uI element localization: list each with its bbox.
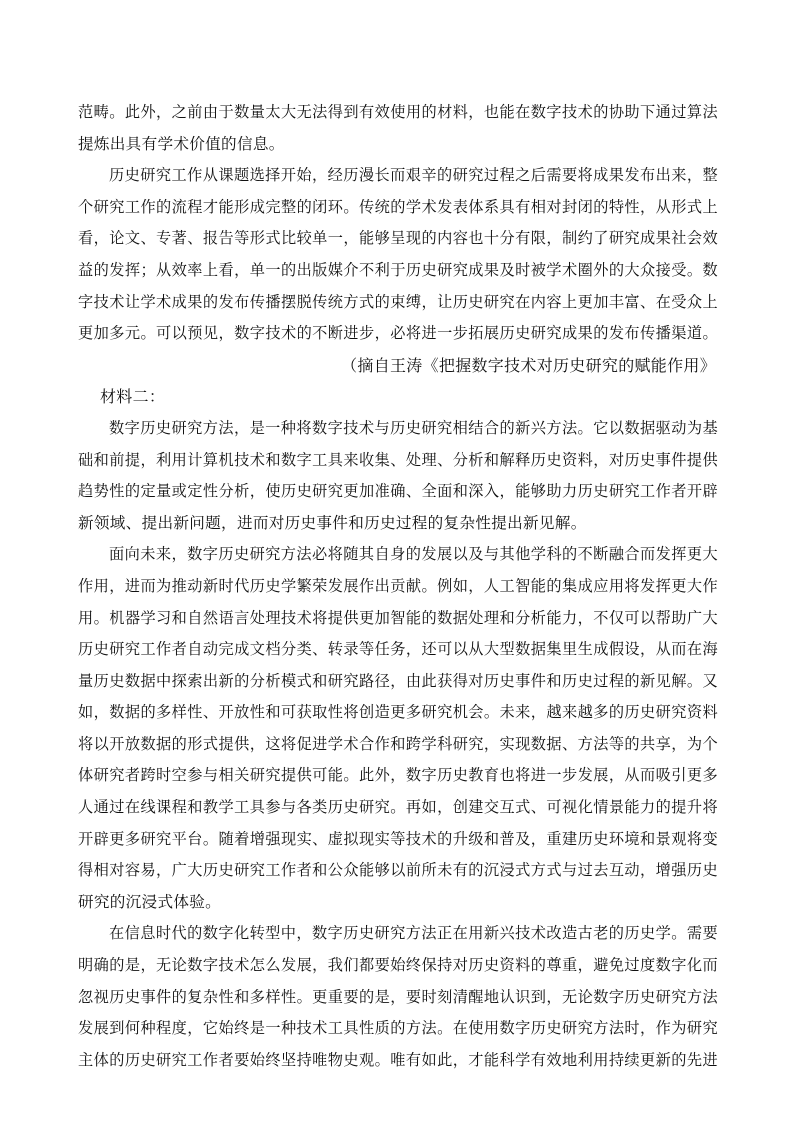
text-line: 个研究工作的流程才能形成完整的闭环。传统的学术发表体系具有相对封闭的特性，从形式上	[78, 197, 718, 216]
document-page	[78, 97, 718, 1076]
text-line: 历史研究工作者自动完成文档分类、转录等任务，还可以从大型数据集里生成假设，从而在海	[78, 640, 718, 659]
text-line: 如，数据的多样性、开放性和可获取性将创造更多研究机会。未来，越来越多的历史研究资料	[78, 703, 718, 722]
text-line: 量历史数据中探索出新的分析模式和研究路径，由此获得对历史事件和历史过程的新见解。又	[78, 671, 718, 690]
paragraph-5	[78, 918, 718, 1076]
text-line: 人通过在线课程和教学工具参与各类历史研究。再如，创建交互式、可视化情景能力的提升将	[78, 798, 718, 817]
text-line: 用。机器学习和自然语言处理技术将提供更加智能的数据处理和分析能力，不仅可以帮助广大	[78, 608, 718, 627]
text-line: 开辟更多研究平台。随着增强现实、虚拟现实等技术的升级和普及，重建历史环境和景观将变	[78, 829, 718, 848]
text-line: 范畴。此外，之前由于数量太大无法得到有效使用的材料，也能在数字技术的协助下通过算法	[78, 103, 718, 121]
text-line: 作用，进而为推动新时代历史学繁荣发展作出贡献。例如，人工智能的集成应用将发挥更大作	[78, 576, 718, 595]
text-line: 研究的沉浸式体验。	[78, 892, 222, 911]
paragraph-1-continued	[78, 97, 718, 160]
text-line: 发展到何种程度，它始终是一种技术工具性质的方法。在使用数字历史研究方法时，作为研究	[78, 1019, 718, 1038]
paragraph-4	[78, 539, 718, 918]
text-line: 体研究者跨时空参与相关研究提供可能。此外，数字历史教育也将进一步发展，从而吸引更多	[78, 766, 718, 785]
text-line: 将以开放数据的形式提供，这将促进学术合作和跨学科研究，实现数据、方法等的共享，为个	[78, 734, 718, 753]
text-line: 主体的历史研究工作者要始终坚持唯物史观。唯有如此，才能科学有效地利用持续更新的先进	[78, 1050, 718, 1069]
text-line: 础和前提，利用计算机技术和数字工具来收集、处理、分析和解释历史资料，对历史事件提供	[78, 450, 718, 469]
text-line: 更加多元。可以预见，数字技术的不断进步，必将进一步拓展历史研究成果的发布传播渠道。	[78, 324, 718, 343]
text-line: 新领域、提出新问题，进而对历史事件和历史过程的复杂性提出新见解。	[78, 513, 587, 532]
text-line: 明确的是，无论数字技术怎么发展，我们都要始终保持对历史资料的尊重，避免过度数字化而	[78, 956, 718, 975]
text-line: 提炼出具有学术价值的信息。	[78, 134, 285, 153]
text-line: 数字历史研究方法，是一种将数字技术与历史研究相结合的新兴方法。它以数据驱动为基	[109, 418, 718, 437]
text-line: 趋势性的定量或定性分析，使历史研究更加准确、全面和深入，能够助力历史研究工作者开辟	[78, 482, 718, 501]
text-line: 忽视历史事件的复杂性和多样性。更重要的是，要时刻清醒地认识到，无论数字历史研究方法	[78, 987, 718, 1006]
text-line: 字技术让学术成果的发布传播摆脱传统方式的束缚，让历史研究在内容上更加丰富、在受众上	[78, 292, 718, 311]
source-citation: （摘自王涛《把握数字技术对历史研究的赋能作用》	[341, 355, 716, 375]
text-line: 在信息时代的数字化转型中，数字历史研究方法正在用新兴技术改造古老的历史学。需要	[109, 924, 718, 943]
paragraph-2	[78, 160, 718, 350]
text-line: 得相对容易，广大历史研究工作者和公众能够以前所未有的沉浸式方式与过去互动，增强历史	[78, 861, 718, 880]
text-line: 面向未来，数字历史研究方法必将随其自身的发展以及与其他学科的不断融合而发挥更大	[109, 545, 718, 564]
text-line: 历史研究工作从课题选择开始，经历漫长而艰辛的研究过程之后需要将成果发布出来，整	[109, 166, 718, 185]
text-line: 看，论文、专著、报告等形式比较单一，能够呈现的内容也十分有限，制约了研究成果社会效	[78, 229, 718, 248]
material-2-heading: 材料二：	[100, 387, 166, 407]
text-line: 益的发挥；从效率上看，单一的出版媒介不利于历史研究成果及时被学术圈外的大众接受。数	[78, 260, 718, 279]
paragraph-3	[78, 413, 718, 539]
